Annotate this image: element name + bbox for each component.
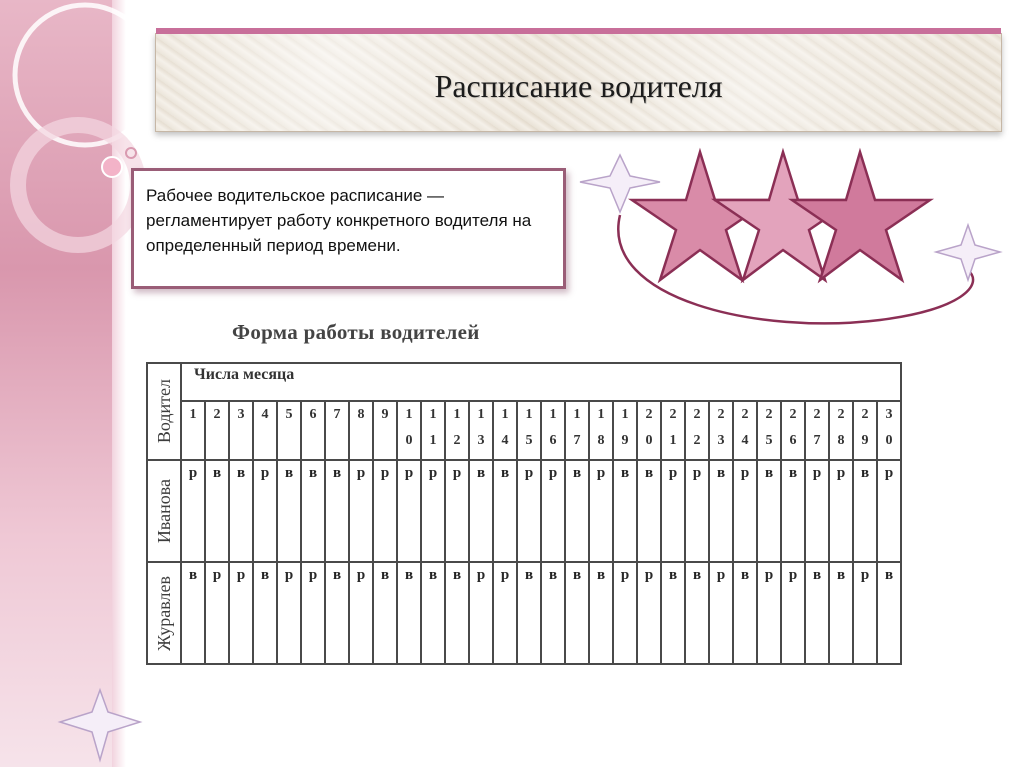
day-digit: 8	[357, 407, 365, 422]
day-digit: 2	[645, 407, 653, 422]
day-number-cell	[661, 401, 685, 460]
day-digit: 9	[621, 433, 629, 448]
schedule-mark-cell	[493, 460, 517, 562]
schedule-mark-cell	[421, 460, 445, 562]
schedule-mark-cell	[853, 460, 877, 562]
sparkle-icon	[60, 690, 140, 760]
day-number-cell	[325, 401, 349, 460]
schedule-mark: р	[716, 567, 726, 583]
schedule-mark: в	[716, 465, 726, 481]
schedule-mark: в	[476, 465, 486, 481]
schedule-mark: в	[404, 567, 414, 583]
schedule-mark-cell	[661, 460, 685, 562]
driver-name: Журавлев	[153, 575, 174, 651]
day-digit: 2	[669, 407, 677, 422]
schedule-mark-cell	[757, 460, 781, 562]
decor-bead	[102, 157, 122, 177]
schedule-mark-cell	[373, 562, 397, 664]
schedule-mark: р	[836, 465, 846, 481]
schedule-mark-cell	[397, 562, 421, 664]
driver-column-header	[147, 363, 181, 460]
day-digit: 8	[597, 433, 605, 448]
day-number-cell	[805, 401, 829, 460]
day-digit: 1	[549, 407, 557, 422]
day-digit: 5	[285, 407, 293, 422]
day-digit: 2	[693, 407, 701, 422]
schedule-mark-cell	[613, 562, 637, 664]
day-digit: 2	[765, 407, 773, 422]
day-digit: 1	[669, 433, 677, 448]
schedule-mark: в	[860, 465, 870, 481]
schedule-mark-cell	[541, 562, 565, 664]
day-digit: 1	[189, 407, 197, 422]
day-digit: 2	[717, 407, 725, 422]
day-digit: 1	[453, 407, 461, 422]
schedule-mark-cell	[541, 460, 565, 562]
day-number-cell	[757, 401, 781, 460]
definition-text: Рабочее водительское расписание — регламентирует работу конкретного водителя на определенный период времени.	[146, 186, 532, 255]
schedule-mark: р	[260, 465, 270, 481]
schedule-mark: в	[284, 465, 294, 481]
schedule-mark: в	[260, 567, 270, 583]
day-digit: 2	[789, 407, 797, 422]
day-digit: 6	[549, 433, 557, 448]
day-number-cell	[829, 401, 853, 460]
schedule-mark-cell	[661, 562, 685, 664]
schedule-mark-cell	[301, 460, 325, 562]
schedule-mark: в	[764, 465, 774, 481]
schedule-mark: в	[500, 465, 510, 481]
schedule-mark-cell	[757, 562, 781, 664]
schedule-mark-cell	[517, 562, 541, 664]
schedule-mark-cell	[685, 460, 709, 562]
schedule-mark-cell	[733, 562, 757, 664]
schedule-mark: в	[884, 567, 894, 583]
schedule-mark: р	[860, 567, 870, 583]
schedule-mark-cell	[565, 562, 589, 664]
schedule-mark: в	[788, 465, 798, 481]
schedule-mark: р	[812, 465, 822, 481]
schedule-mark-cell	[565, 460, 589, 562]
schedule-mark: р	[356, 567, 366, 583]
schedule-mark-cell	[685, 562, 709, 664]
day-digit: 2	[453, 433, 461, 448]
schedule-mark: р	[428, 465, 438, 481]
day-number-cell	[853, 401, 877, 460]
schedule-mark: р	[380, 465, 390, 481]
schedule-mark-cell	[205, 460, 229, 562]
day-digit: 7	[813, 433, 821, 448]
schedule-mark-cell	[589, 562, 613, 664]
day-number-cell	[181, 401, 205, 460]
schedule-mark-cell	[445, 460, 469, 562]
schedule-mark-cell	[373, 460, 397, 562]
day-number-cell	[637, 401, 661, 460]
day-digit: 1	[405, 407, 413, 422]
day-number-cell	[253, 401, 277, 460]
schedule-mark: в	[212, 465, 222, 481]
day-number-cell	[709, 401, 733, 460]
schedule-mark: р	[620, 567, 630, 583]
day-digit: 1	[429, 433, 437, 448]
schedule-mark: в	[572, 567, 582, 583]
day-number-cell	[493, 401, 517, 460]
schedule-mark: в	[308, 465, 318, 481]
schedule-mark-cell	[277, 562, 301, 664]
schedule-mark-cell	[517, 460, 541, 562]
schedule-mark: р	[308, 567, 318, 583]
schedule-mark: в	[692, 567, 702, 583]
schedule-mark-cell	[613, 460, 637, 562]
schedule-mark-cell	[253, 562, 277, 664]
schedule-mark: р	[500, 567, 510, 583]
schedule-mark: р	[764, 567, 774, 583]
day-number-cell	[373, 401, 397, 460]
schedule-mark: р	[188, 465, 198, 481]
day-number-cell	[541, 401, 565, 460]
driver-header-text: Водител	[153, 379, 174, 444]
schedule-mark: в	[548, 567, 558, 583]
day-number-cell	[613, 401, 637, 460]
schedule-mark-cell	[325, 562, 349, 664]
schedule-mark: р	[884, 465, 894, 481]
schedule-mark-cell	[205, 562, 229, 664]
day-digit: 0	[405, 433, 413, 448]
schedule-mark-cell	[781, 562, 805, 664]
day-digit: 9	[381, 407, 389, 422]
schedule-mark-cell	[253, 460, 277, 562]
schedule-mark-cell	[709, 460, 733, 562]
schedule-mark-cell	[349, 562, 373, 664]
title-banner-accent	[156, 28, 1001, 34]
day-digit: 6	[789, 433, 797, 448]
schedule-mark: р	[644, 567, 654, 583]
schedule-mark-cell	[349, 460, 373, 562]
schedule-mark-cell	[469, 460, 493, 562]
day-digit: 2	[213, 407, 221, 422]
schedule-mark-cell	[829, 460, 853, 562]
day-digit: 7	[573, 433, 581, 448]
driver-name: Иванова	[153, 478, 174, 544]
schedule-mark-cell	[181, 562, 205, 664]
definition-box	[131, 168, 566, 289]
sparkle-icon	[936, 225, 1000, 280]
day-digit: 3	[237, 407, 245, 422]
day-digit: 1	[477, 407, 485, 422]
schedule-mark: р	[404, 465, 414, 481]
day-number-cell	[229, 401, 253, 460]
schedule-mark: р	[356, 465, 366, 481]
schedule-mark: р	[476, 567, 486, 583]
day-digit: 1	[573, 407, 581, 422]
schedule-mark-cell	[229, 460, 253, 562]
schedule-mark-cell	[781, 460, 805, 562]
day-digit: 2	[861, 407, 869, 422]
day-digit: 1	[429, 407, 437, 422]
schedule-mark: р	[284, 567, 294, 583]
day-number-cell	[205, 401, 229, 460]
day-number-cell	[781, 401, 805, 460]
day-digit: 1	[621, 407, 629, 422]
schedule-mark-cell	[805, 562, 829, 664]
day-digit: 4	[741, 433, 749, 448]
day-number-cell	[685, 401, 709, 460]
schedule-mark: в	[236, 465, 246, 481]
schedule-mark: р	[692, 465, 702, 481]
day-number-cell	[445, 401, 469, 460]
page-title: Расписание водителя	[434, 68, 723, 104]
schedule-mark-cell	[325, 460, 349, 562]
schedule-mark: р	[548, 465, 558, 481]
day-digit: 2	[693, 433, 701, 448]
day-digit: 2	[741, 407, 749, 422]
day-digit: 4	[501, 433, 509, 448]
day-digit: 3	[477, 433, 485, 448]
schedule-mark-cell	[853, 562, 877, 664]
month-days-header: Числа месяца	[181, 363, 901, 401]
schedule-mark-cell	[709, 562, 733, 664]
schedule-mark: в	[428, 567, 438, 583]
day-digit: 9	[861, 433, 869, 448]
schedule-mark: р	[524, 465, 534, 481]
schedule-mark: в	[620, 465, 630, 481]
day-digit: 5	[765, 433, 773, 448]
schedule-mark-cell	[277, 460, 301, 562]
schedule-mark-cell	[445, 562, 469, 664]
day-number-cell	[565, 401, 589, 460]
schedule-mark-cell	[805, 460, 829, 562]
day-number-cell	[349, 401, 373, 460]
schedule-mark-cell	[637, 562, 661, 664]
day-digit: 1	[525, 407, 533, 422]
driver-row	[147, 562, 901, 664]
schedule-mark-cell	[733, 460, 757, 562]
schedule-mark: р	[212, 567, 222, 583]
schedule-mark-cell	[877, 562, 901, 664]
driver-name-cell	[147, 460, 181, 562]
day-digit: 2	[837, 407, 845, 422]
schedule-mark: в	[452, 567, 462, 583]
schedule-mark: в	[188, 567, 198, 583]
schedule-mark: р	[596, 465, 606, 481]
schedule-mark-cell	[877, 460, 901, 562]
schedule-mark: в	[740, 567, 750, 583]
day-digit: 3	[717, 433, 725, 448]
schedule-mark: р	[668, 465, 678, 481]
day-digit: 1	[597, 407, 605, 422]
schedule-mark: в	[668, 567, 678, 583]
schedule-mark: в	[332, 567, 342, 583]
day-digit: 0	[645, 433, 653, 448]
schedule-mark: в	[524, 567, 534, 583]
schedule-mark: в	[596, 567, 606, 583]
day-digit: 3	[885, 407, 893, 422]
schedule-mark: р	[236, 567, 246, 583]
schedule-table	[146, 362, 902, 665]
day-digit: 1	[501, 407, 509, 422]
form-title: Форма работы водителей	[232, 320, 480, 344]
header-row	[147, 363, 901, 401]
schedule-mark-cell	[301, 562, 325, 664]
day-digit: 8	[837, 433, 845, 448]
day-number-cell	[469, 401, 493, 460]
schedule-mark-cell	[493, 562, 517, 664]
schedule-mark-cell	[229, 562, 253, 664]
day-digit: 0	[885, 433, 893, 448]
title-banner	[155, 33, 1002, 132]
schedule-mark-cell	[637, 460, 661, 562]
day-number-cell	[517, 401, 541, 460]
schedule-mark: р	[740, 465, 750, 481]
schedule-mark: в	[812, 567, 822, 583]
day-number-cell	[877, 401, 901, 460]
driver-row	[147, 460, 901, 562]
schedule-mark-cell	[469, 562, 493, 664]
day-digit: 7	[333, 407, 341, 422]
schedule-mark-cell	[589, 460, 613, 562]
schedule-mark: в	[644, 465, 654, 481]
day-number-cell	[589, 401, 613, 460]
schedule-mark-cell	[181, 460, 205, 562]
schedule-mark: р	[452, 465, 462, 481]
schedule-mark: в	[332, 465, 342, 481]
schedule-mark: в	[572, 465, 582, 481]
schedule-mark: в	[380, 567, 390, 583]
schedule-mark-cell	[421, 562, 445, 664]
day-number-cell	[301, 401, 325, 460]
days-row	[147, 401, 901, 460]
schedule-mark: р	[788, 567, 798, 583]
schedule-mark-cell	[397, 460, 421, 562]
star-group	[632, 152, 930, 280]
day-number-cell	[397, 401, 421, 460]
day-number-cell	[277, 401, 301, 460]
day-number-cell	[421, 401, 445, 460]
day-digit: 2	[813, 407, 821, 422]
day-digit: 6	[309, 407, 317, 422]
schedule-mark: в	[836, 567, 846, 583]
schedule-mark-cell	[829, 562, 853, 664]
driver-name-cell	[147, 562, 181, 664]
day-digit: 5	[525, 433, 533, 448]
day-number-cell	[733, 401, 757, 460]
day-digit: 4	[261, 407, 269, 422]
